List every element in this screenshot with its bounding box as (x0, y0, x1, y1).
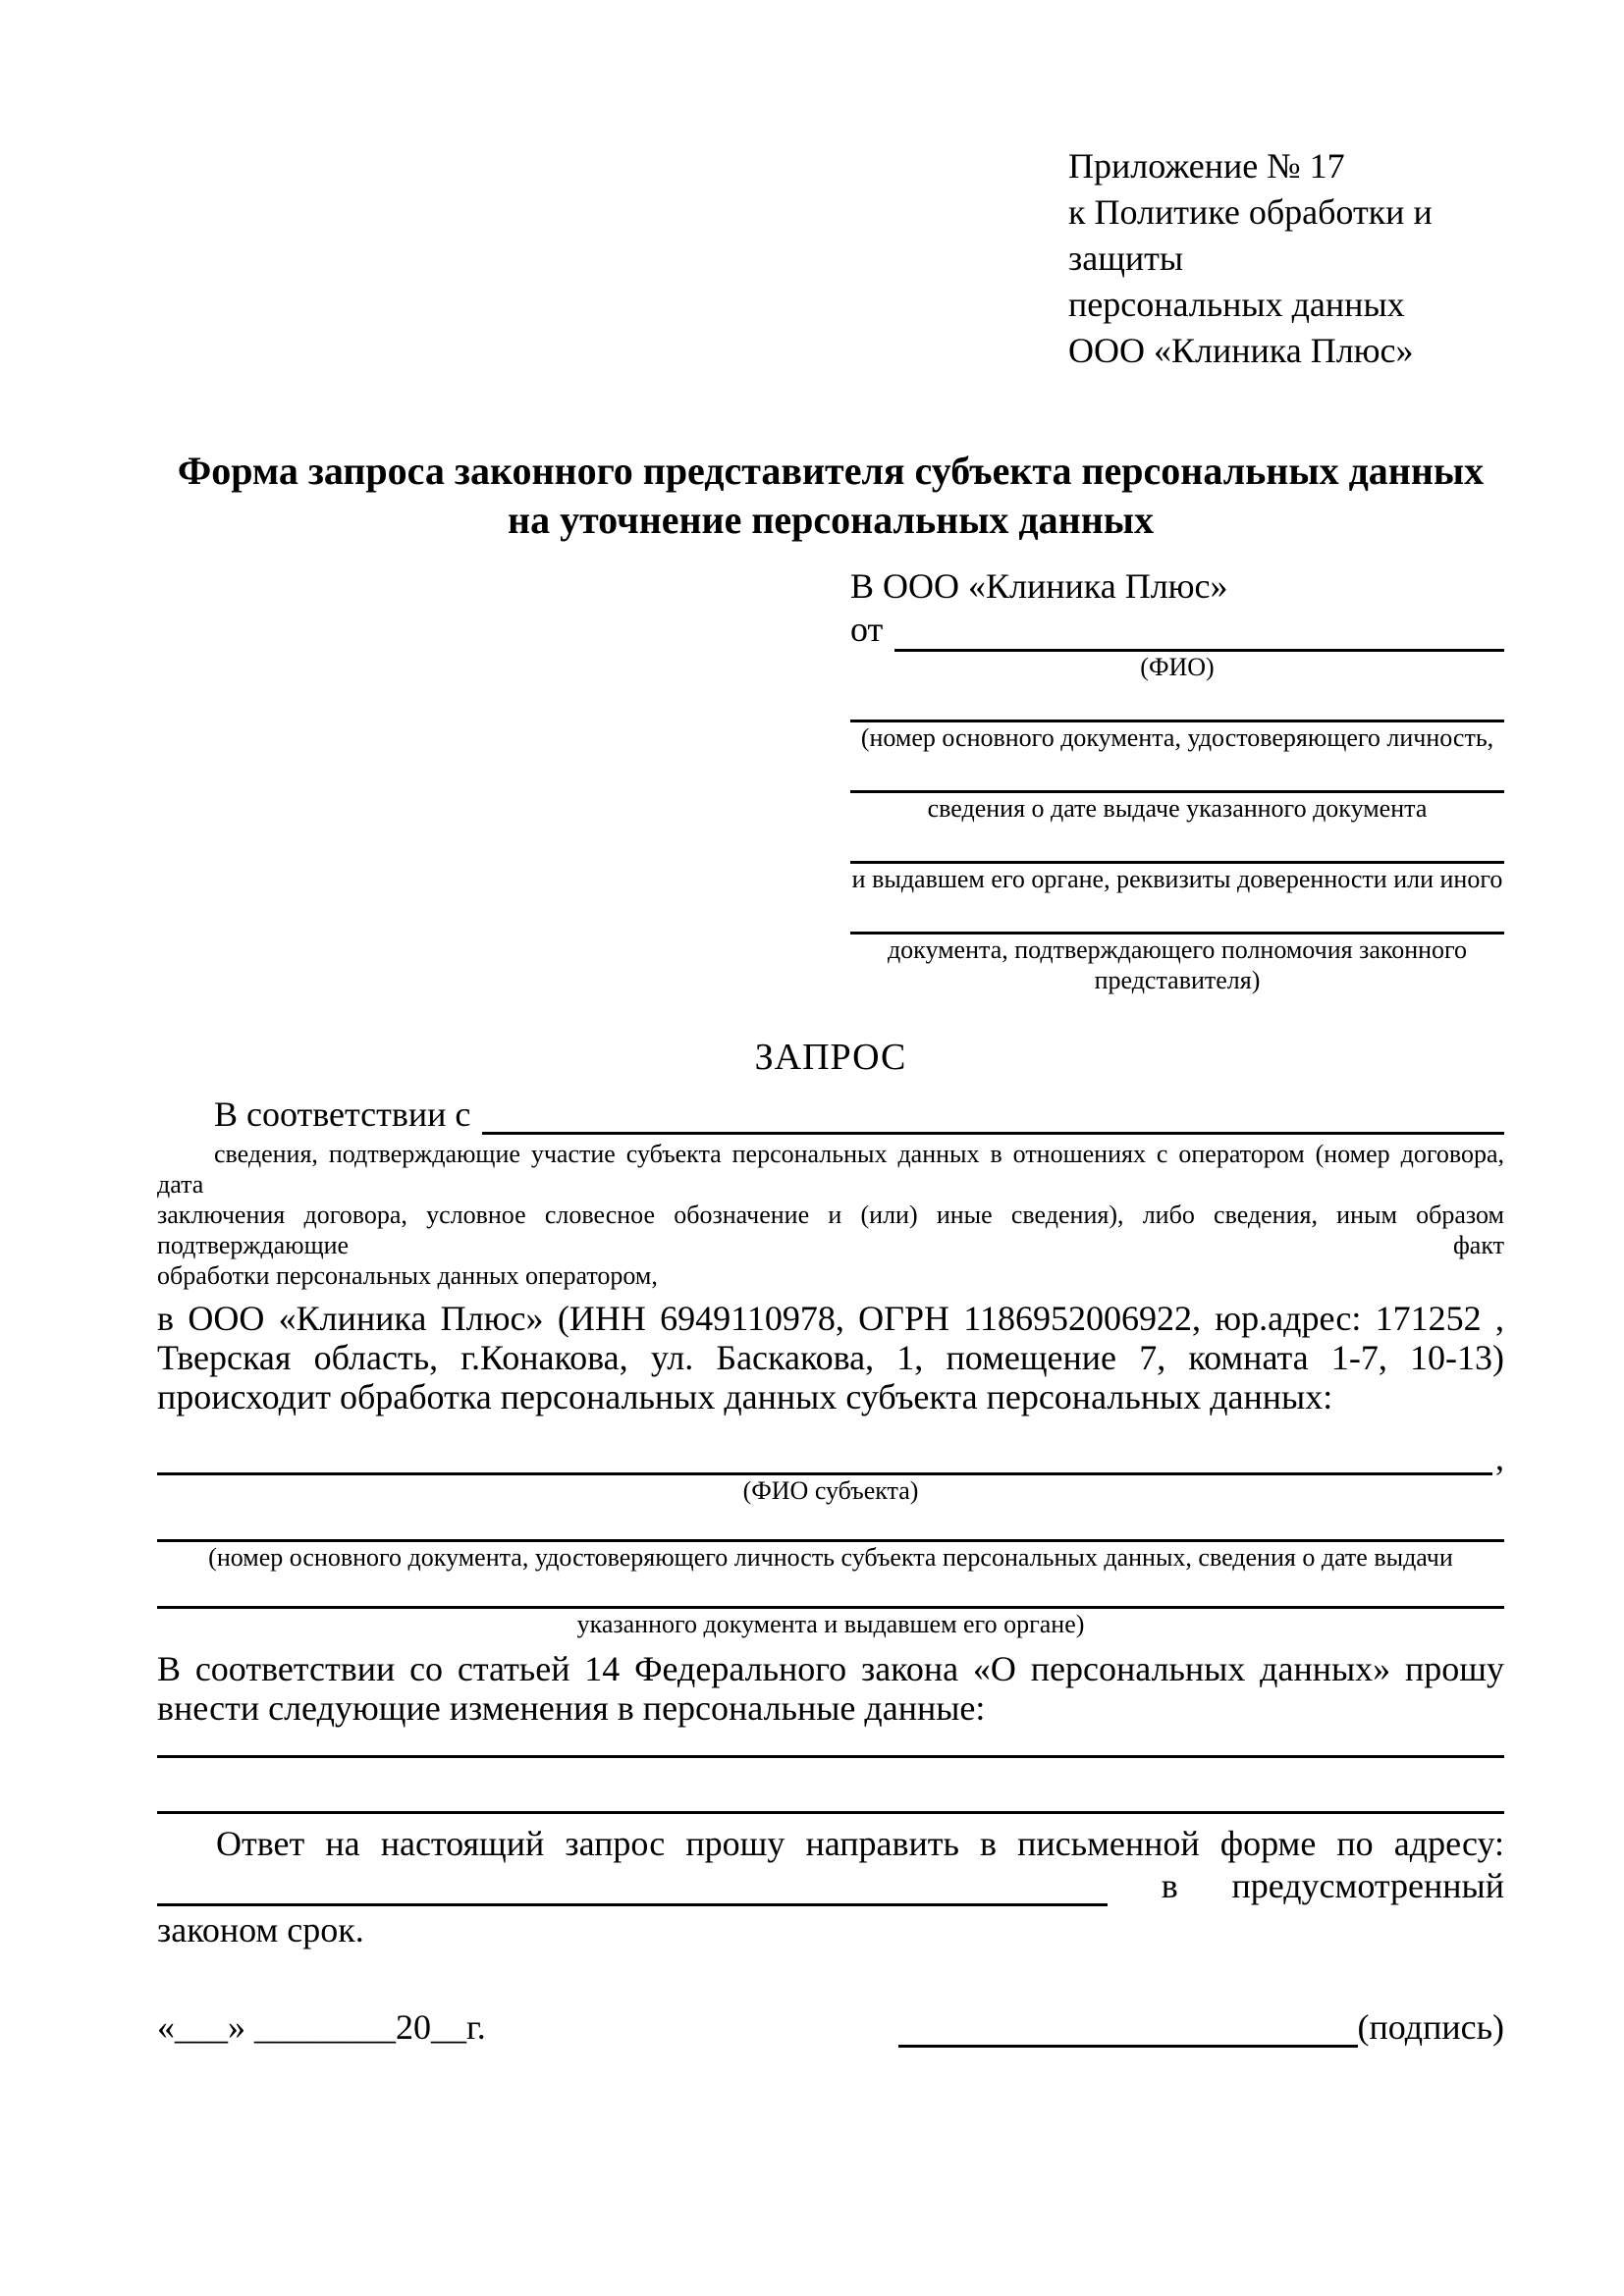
subject-fio-row (157, 1440, 1504, 1475)
appendix-line-4: ООО «Клиника Плюс» (1068, 331, 1414, 370)
fio-fill-line (894, 614, 1504, 652)
signature-line (898, 2009, 1358, 2048)
document-title (157, 447, 1504, 545)
subject-doc-field-2 (157, 1575, 1504, 1639)
subject-doc-field-1 (157, 1508, 1504, 1573)
footnote-line-2: заключения договора, условное словесное обозначение и (или) иные сведения), либо сведения, иным образом подтверждающие факт (157, 1201, 1504, 1259)
footnote-line-1: сведения, подтверждающие участие субъекта персональных данных в отношениях с оператором (номер договора, дата (157, 1140, 1504, 1199)
changes-write-line-2 (157, 1758, 1504, 1814)
from-label: от (850, 610, 884, 649)
doc-fill-line-4 (850, 900, 1504, 934)
response-end-text: законом срок. (157, 1910, 364, 1949)
representative-doc-field-4 (850, 900, 1504, 995)
representative-doc-field-2 (850, 759, 1504, 824)
doc-field-caption-2: сведения о дате выдаче указанного документа (927, 794, 1428, 823)
representative-doc-field-3 (850, 829, 1504, 894)
appendix-line-2: к Политике обработки и защиты (1068, 192, 1433, 278)
operator-paragraph-line-3: происходит обработка персональных данных субъекта персональных данных: (157, 1377, 1333, 1416)
response-tail-word-1: в (1161, 1866, 1178, 1905)
appendix-line-1: Приложение № 17 (1068, 146, 1345, 186)
doc-fill-line-2 (850, 759, 1504, 793)
date-blank: «___» ________20__г. (157, 2007, 486, 2047)
document-content (157, 0, 1504, 2048)
request-heading: ЗАПРОС (754, 1037, 907, 1078)
response-address-row (157, 1863, 1504, 1906)
subject-doc-line-2 (157, 1575, 1504, 1609)
appendix-note (1068, 0, 1504, 374)
subject-fio-caption: (ФИО субъекта) (742, 1476, 919, 1505)
doc-fill-line-1 (850, 688, 1504, 722)
response-paragraph: Ответ на настоящий запрос прошу направить в письменной форме по адресу: (216, 1824, 1504, 1863)
addressee-org: В ООО «Клиника Плюс» (850, 566, 1228, 606)
basis-footnote (157, 1139, 1504, 1291)
doc-field-caption-4: документа, подтверждающего полномочия законного представителя) (887, 935, 1468, 994)
basis-fill-line (482, 1096, 1504, 1135)
doc-field-caption-3: и выдавшем его органе, реквизиты доверенности или иного (851, 865, 1503, 893)
address-fill-line (157, 1868, 1108, 1906)
changes-write-line-1 (157, 1728, 1504, 1758)
operator-paragraph-line-1: в ООО «Клиника Плюс» (ИНН 6949110978, ОГРН 1186952006922, юр.адрес: 171252 , (157, 1299, 1504, 1338)
representative-doc-field-1 (850, 688, 1504, 753)
addressee-block (850, 564, 1504, 995)
basis-row (157, 1092, 1504, 1135)
document-title-line-2: на уточнение персональных данных (508, 498, 1154, 542)
operator-paragraph (157, 1299, 1504, 1416)
response-tail-word-2: предусмотренный (1231, 1866, 1504, 1905)
subject-doc-caption-2: указанного документа и выдавшем его органе) (576, 1610, 1085, 1638)
from-row (850, 611, 1504, 652)
doc-fill-line-3 (850, 829, 1504, 864)
footnote-line-3: обработки персональных данных оператором, (157, 1261, 658, 1290)
subject-fio-line (157, 1443, 1492, 1475)
appendix-line-3: персональных данных (1068, 285, 1405, 324)
fio-caption: (ФИО) (1140, 653, 1215, 681)
basis-label: В соответствии с (214, 1095, 471, 1134)
subject-fio-comma: , (1495, 1438, 1504, 1477)
law-paragraph (157, 1649, 1504, 1728)
signature-row (157, 2002, 1504, 2048)
law-paragraph-line-2: внести следующие изменения в персональные данные: (157, 1688, 986, 1728)
subject-doc-caption-1: (номер основного документа, удостоверяющего личность субъекта персональных данных, сведения о дате выдачи (208, 1543, 1453, 1572)
subject-doc-line-1 (157, 1508, 1504, 1542)
law-paragraph-line-1: В соответствии со статьей 14 Федерального закона «О персональных данных» прошу (157, 1649, 1504, 1688)
document-title-line-1: Форма запроса законного представителя субъекта персональных данных (177, 449, 1485, 493)
signature-caption: (подпись) (1357, 2007, 1504, 2047)
doc-field-caption-1: (номер основного документа, удостоверяющего личность, (860, 723, 1494, 752)
operator-paragraph-line-2: Тверская область, г.Конакова, ул. Баскакова, 1, помещение 7, комната 1-7, 10-13) (157, 1338, 1504, 1377)
